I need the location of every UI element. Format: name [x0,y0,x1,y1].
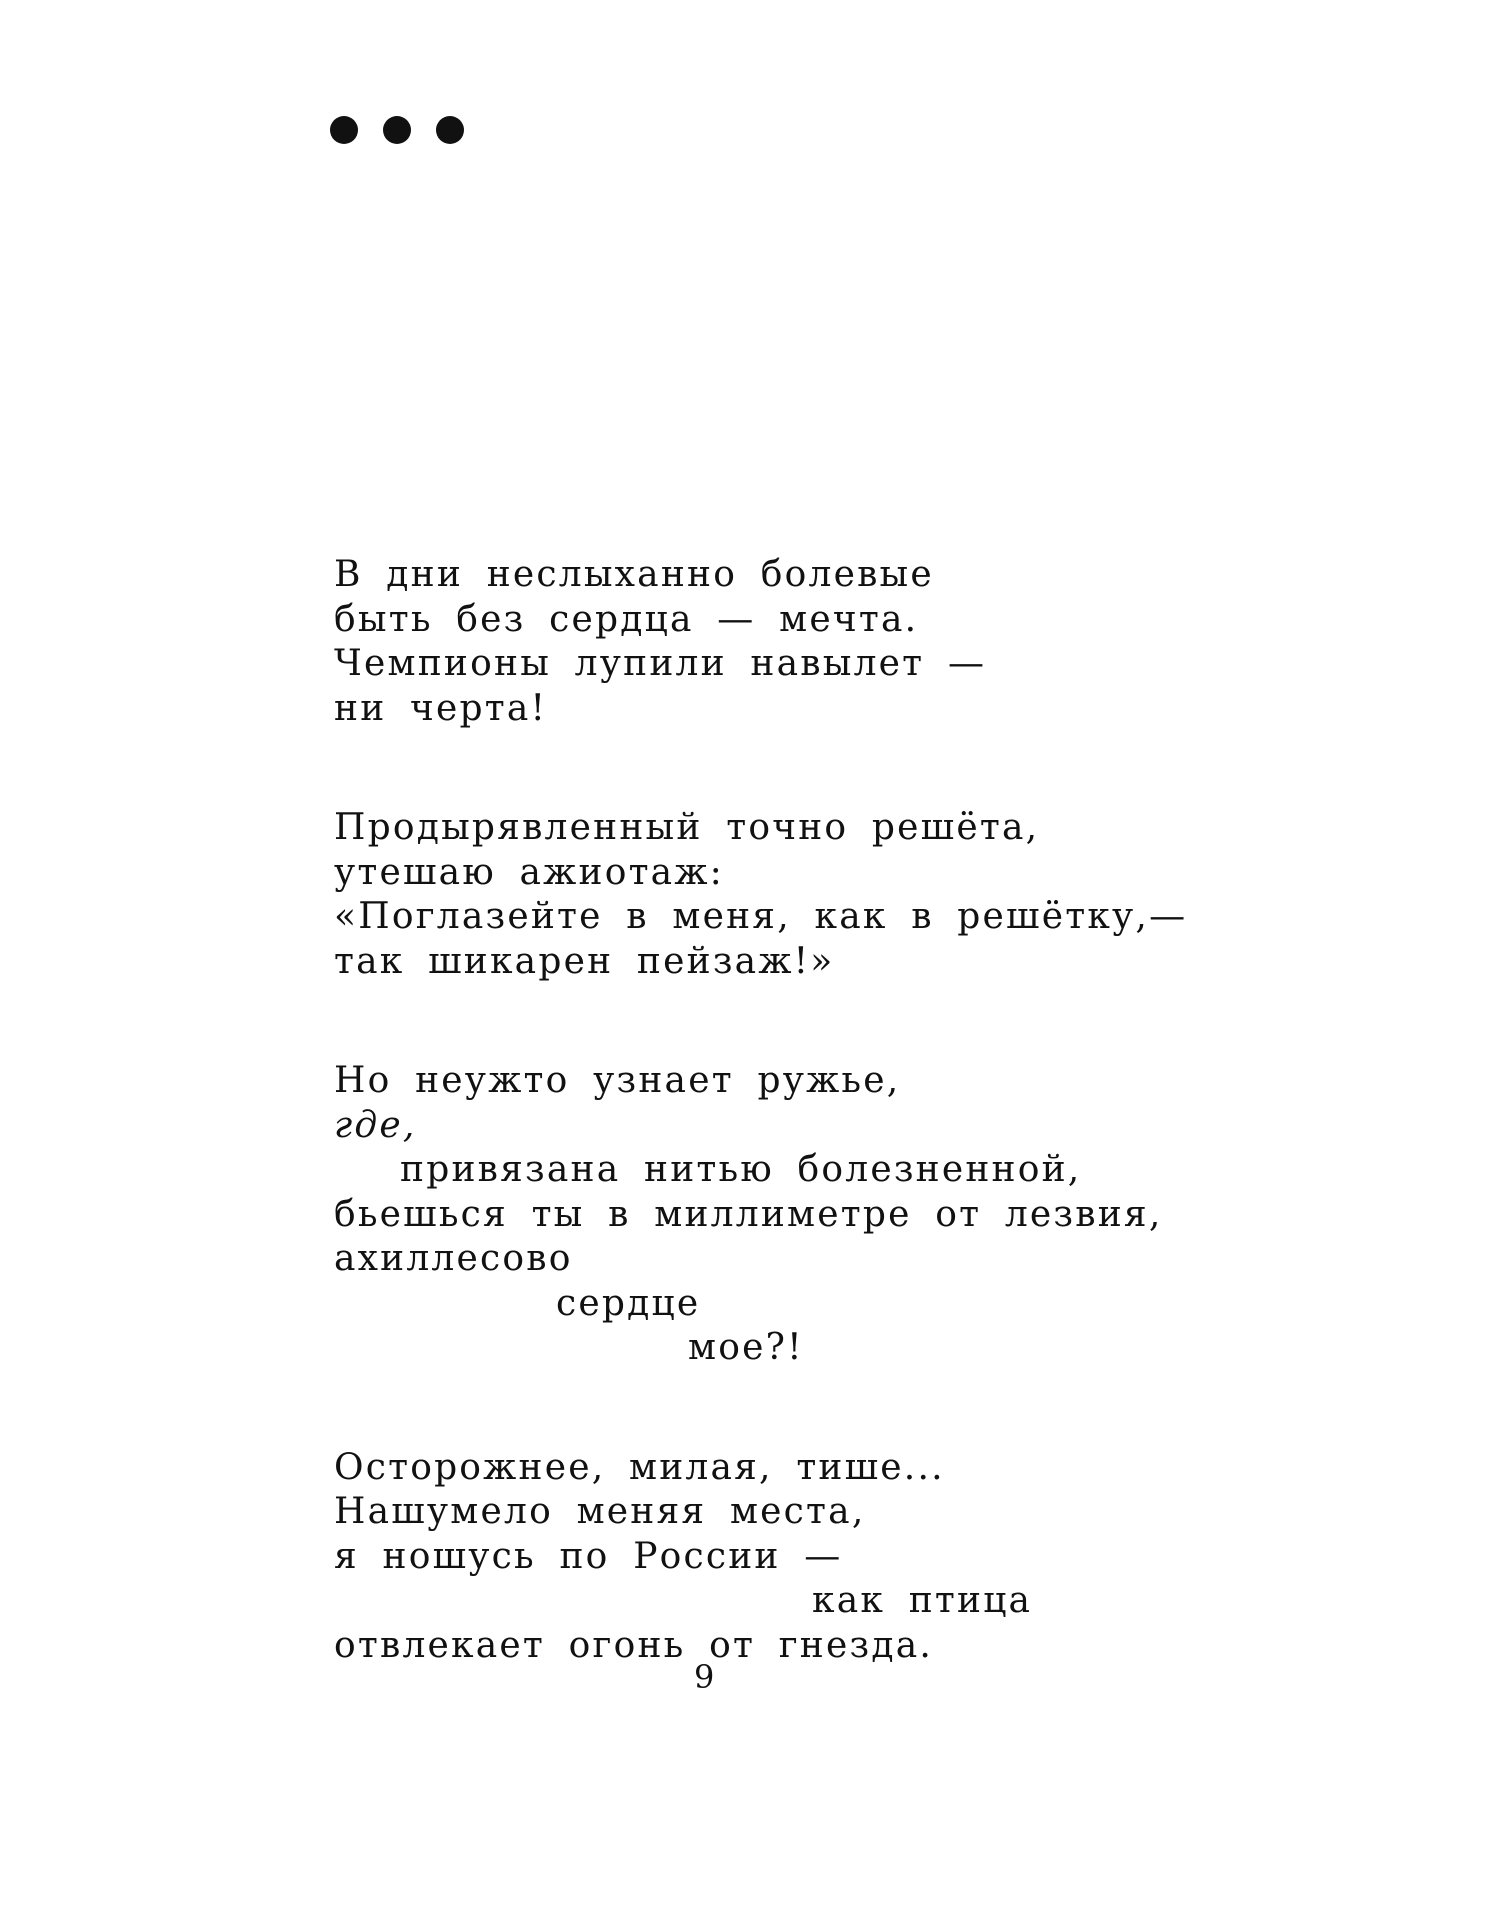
poem-line: как птица [812,1580,1033,1621]
poem-line: утешаю ажиотаж: [334,851,724,893]
poem-line: ахиллесово [334,1238,573,1279]
stanza [334,806,1434,984]
poem-line: Продырявленный точно решёта, [334,807,1040,848]
poem-line: Чемпионы лупили навылет — [334,643,987,684]
ornament-dot-icon [436,116,464,144]
poem-line: где, [334,1104,417,1146]
page-number-text: 9 [694,1658,715,1696]
poem-line: Нашумело меняя места, [334,1491,866,1532]
poem [334,553,1434,1743]
poem-line: отвлекает огонь от гнезда. [334,1624,934,1666]
poem-line: бьешься ты в миллиметре от лезвия, [334,1193,1163,1235]
poem-line: так шикарен пейзаж!» [334,940,835,982]
section-ornament [330,116,464,144]
poem-line: мое?! [688,1327,804,1368]
poem-line: я ношусь по России — [334,1535,843,1577]
stanza [334,1059,1434,1371]
poem-line: Но неужто узнает ружье, [334,1060,901,1101]
poem-line: сердце [556,1282,701,1324]
poem-line: быть без сердца — мечта. [334,598,919,640]
ornament-dot-icon [383,116,411,144]
poem-line: привязана нитью болезненной, [400,1149,1082,1190]
stanza [334,1446,1434,1669]
ornament-dot-icon [330,116,358,144]
poem-line: «Поглазейте в меня, как в решётку,— [334,896,1188,937]
poem-line: ни черта! [334,687,548,729]
poem-line: Осторожнее, милая, тише... [334,1446,945,1488]
stanza [334,553,1434,731]
poem-line: В дни неслыханно болевые [334,554,934,595]
